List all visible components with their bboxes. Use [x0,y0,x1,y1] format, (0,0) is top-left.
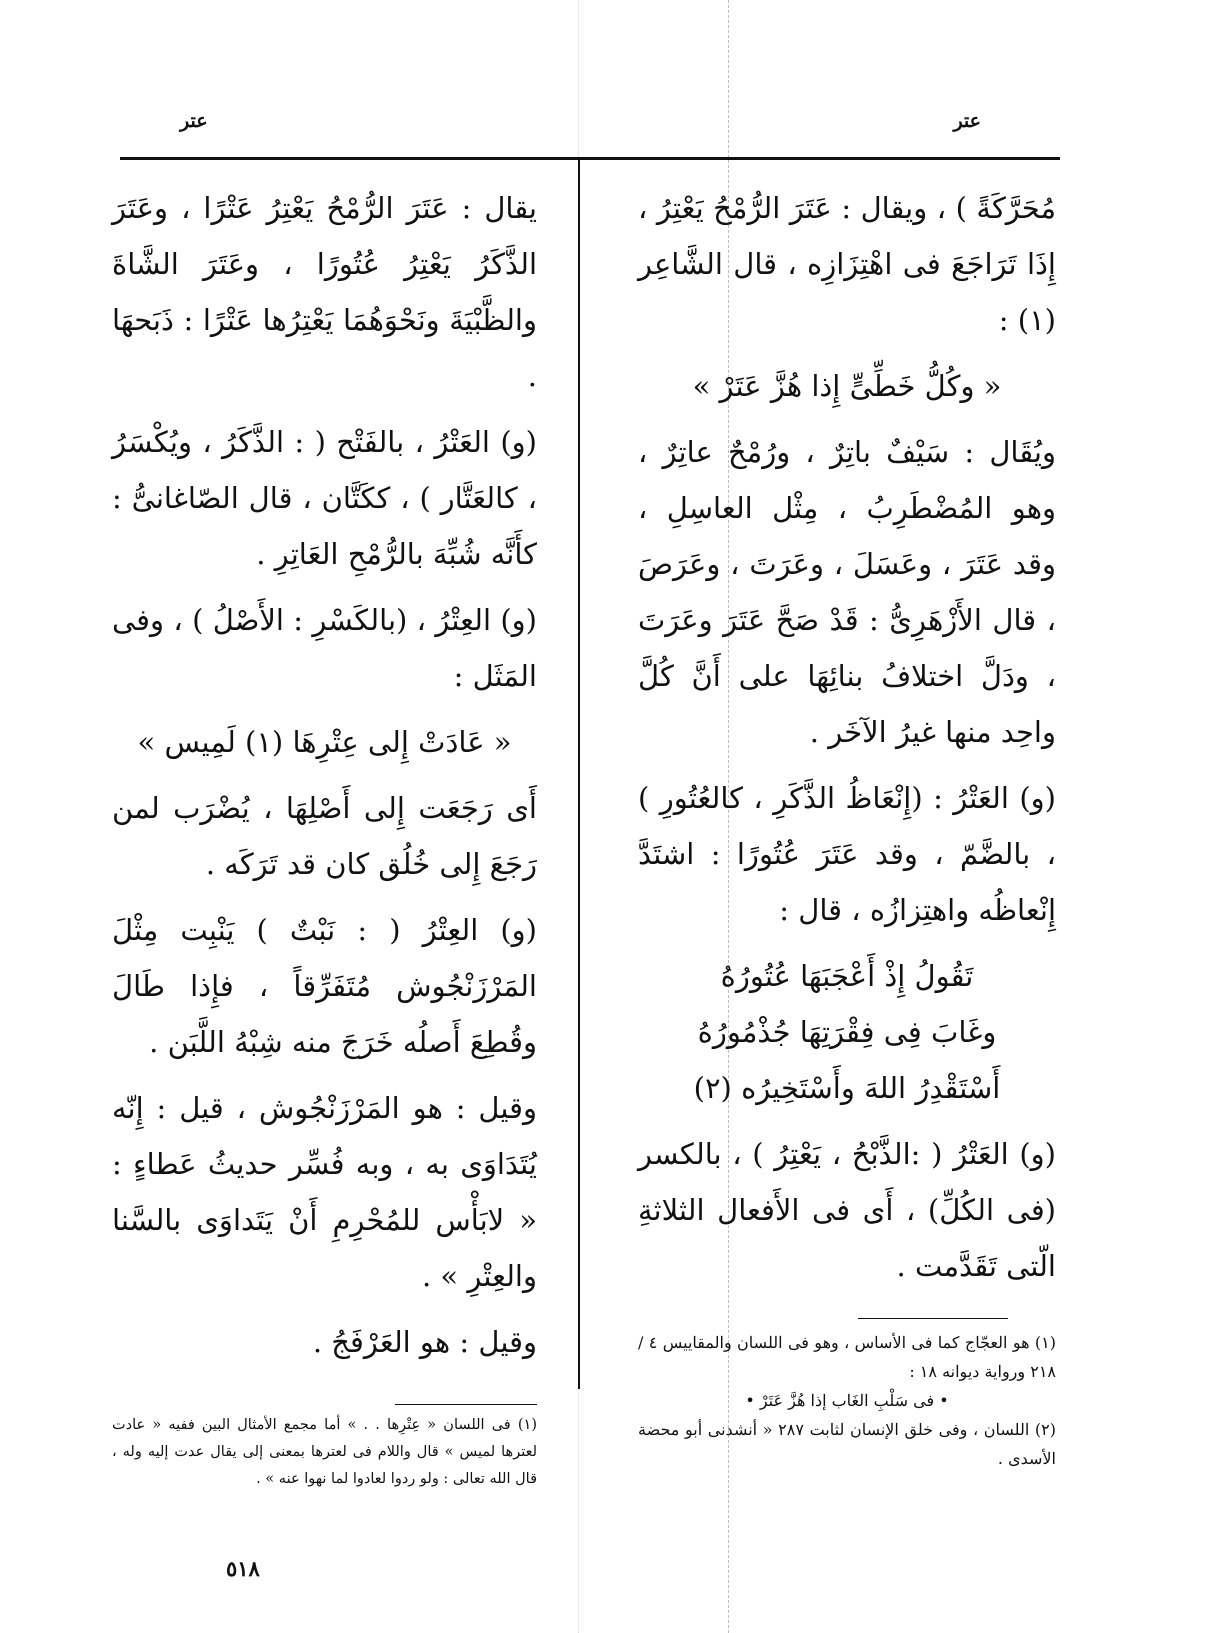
page-number: ٥١٨ [226,1556,260,1581]
left-column [112,180,537,1380]
left-paragraph-6: وقيل : هو المَرْزَنْجُوش ، قيل : إِنّه يُتَدَاوَى به ، وبه فُسِّر حديثُ عَطاءٍ : « لابَأْس للمُحْرِمِ أَنْ يَتَداوَى بالسَّنا والعِتْرِ » . [112,1091,537,1293]
left-paragraph-4: أَى رَجَعَت إِلى أَصْلِهَا ، يُضْرَب لمن رَجَعَ إِلى خُلُق كان قد تَرَكَه . [112,791,537,881]
left-footnotes [112,1412,537,1493]
left-paragraph-2: (و) العَتْرُ ، بالفَتْح ( : الذَّكَرُ ، ويُكْسَرُ ، كالعَتَّار ) ، ككَتَّان ، قال الصّاغانىُّ : كأَنَّه شُبِّهَ بالرُّمْحِ العَاتِرِ . [112,425,537,571]
right-paragraph-1: مُحَرَّكَةً ) ، ويقال : عَتَرَ الرُّمْحُ يَعْتِرُ ، إِذَا تَرَاجَعَ فى اهْتِزَازِه ، قال الشَّاعِر (١) : [638,191,1056,337]
right-footnote-1-verse: • فى سَلْبِ الغَاب إذا هُزَّ عَتَرْ • [745,1391,949,1410]
right-footnote-rule [858,1318,1008,1319]
right-footnote-2: (٢) اللسان ، وفى خلق الإنسان لثابت ٢٨٧ « أنشدنى أبو محضة الأسدى . [638,1420,1056,1468]
left-verse: « عَادَتْ إِلى عِتْرِهَا (١) لَمِيس » [137,725,512,759]
left-footnote-1: (١) فى اللسان « عِتْرِها . . » أما مجمع الأمثال البين ففيه « عادت لعترها لميس » قال واللام فى لعترها بمعنى إلى يقال عدت إليه وله ، قال الله تعالى : ولو ردوا لعادوا لما نهوا عنه » . [112,1417,537,1487]
running-head-right: عتر [953,110,981,132]
left-footnote-rule [395,1404,537,1405]
left-paragraph-5: (و) العِتْرُ ( : نَبْتٌ ) يَنْبِت مِثْلَ المَرْزَنْجُوش مُتَفَرِّقاً ، فإِذا طَالَ وقُطِعَ أَصلُه خَرَجَ منه شِبْهُ اللَّبَن . [112,913,537,1059]
left-paragraph-7: وقيل : هو العَرْفَجُ . [312,1325,537,1359]
running-head-left: عتر [180,110,208,132]
right-verse-1: « وكُلُّ خَطِّىٍّ إِذا هُزَّ عَتَرْ » [692,369,1002,403]
column-divider [578,159,580,1389]
right-verse-2 [638,948,1056,1116]
header-rule [120,157,1060,160]
right-footnotes [638,1328,1056,1473]
right-verse-2-line-2: وغَابَ فِى فِقْرَتِهَا جُذْمُورُهُ [697,1015,997,1049]
right-verse-2-line-3: أَسْتَقْدِرُ اللهَ وأَسْتَخِيرُه (٢) [693,1071,1001,1105]
right-verse-2-line-1: تَقُولُ إِذْ أَعْجَبَهَا عُتُورُهُ [720,959,974,993]
right-paragraph-3: (و) العَتْرُ : (إِنْعَاظُ الذَّكَرِ ، كالعُتُورِ ) ، بالضَّمّ ، وقد عَتَرَ عُتُورًا : اشتَدَّ إِنْعاظُه واهتِزازُه ، قال : [638,781,1056,927]
left-paragraph-3: (و) العِتْرُ ، (بالكَسْرِ : الأَصْلُ ) ، وفى المَثَل : [112,603,537,693]
right-footnote-1: (١) هو العجّاج كما فى الأساس ، وهو فى اللسان والمقاييس ٤ / ٢١٨ ورواية ديوانه ١٨ : [638,1333,1056,1381]
right-paragraph-2: ويُقَال : سَيْفٌ باتِرٌ ، ورُمْحٌ عاتِرٌ ، وهو المُضْطَرِبُ ، مِثْل العاسِلِ ، وقد عَتَرَ ، وعَسَلَ ، وعَرَتَ ، وعَرَصَ ، قال الأَزْهَرِىُّ : قَدْ صَحَّ عَتَرَ وعَرَتَ ، ودَلَّ اختلافُ بنائِهَا على أَنَّ كُلَّ واحِد منها غيرُ الآخَر . [638,435,1056,749]
right-paragraph-4: (و) العَتْرُ ( :الذَّبْحُ ، يَعْتِرُ ) ، بالكسر (فى الكُلِّ) ، أَى فى الأَفعال الثلاثةِ الّتى تَقَدَّمت . [638,1137,1056,1283]
left-paragraph-1: يقال : عَتَرَ الرُّمْحُ يَعْتِرُ عَتْرًا ، وعَتَرَ الذَّكَرُ يَعْتِرُ عُتُورًا ، وعَتَرَ الشَّاةَ والظَّبْيَةَ ونَحْوَهُمَا يَعْتِرُها عَتْرًا : ذَبَحهَا . [112,191,537,393]
right-column [638,180,1056,1304]
